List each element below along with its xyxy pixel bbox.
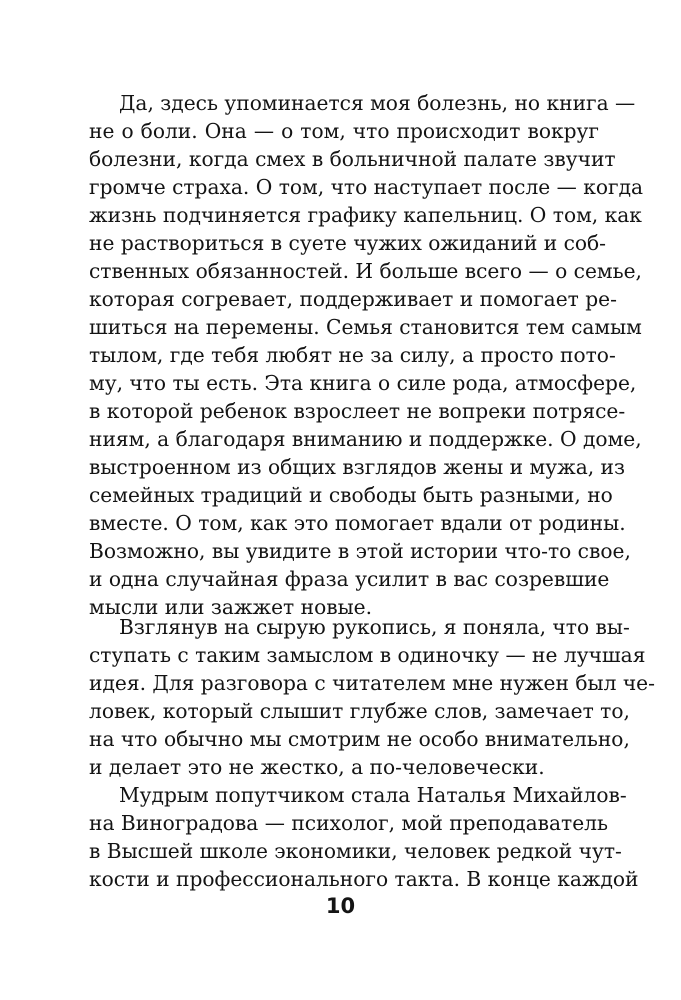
text-line: не о боли. Она — о том, что происходит вокруг: [89, 119, 599, 143]
text-line: Взглянув на сырую рукопись, я поняла, что вы-: [119, 615, 630, 639]
text-line: шиться на перемены. Семья становится тем самым: [89, 315, 642, 339]
text-line: на что обычно мы смотрим не особо внимательно,: [89, 727, 630, 751]
paragraph-2: [89, 613, 655, 893]
text-line: в Высшей школе экономики, человек редкой чут-: [89, 839, 622, 863]
text-line: вместе. О том, как это помогает вдали от родины.: [89, 511, 626, 535]
text-line: ственных обязанностей. И больше всего — о семье,: [89, 259, 642, 283]
text-line: выстроенном из общих взглядов жены и мужа, из: [89, 455, 626, 479]
text-line: которая согревает, поддерживает и помогает ре-: [89, 287, 617, 311]
text-line: идея. Для разговора с читателем мне нужен был че-: [89, 671, 655, 695]
text-line: в которой ребенок взрослеет не вопреки потрясе-: [89, 399, 626, 423]
text-line: ниям, а благодаря вниманию и поддержке. О доме,: [89, 427, 642, 451]
text-line: му, что ты есть. Эта книга о силе рода, атмосфере,: [89, 371, 637, 395]
text-line: на Виноградова — психолог, мой преподаватель: [89, 811, 608, 835]
text-line: болезни, когда смех в больничной палате звучит: [89, 147, 616, 171]
text-line: семейных традиций и свободы быть разными, но: [89, 483, 613, 507]
text-line: мысли или зажжет новые.: [89, 595, 373, 619]
page-number: 10: [325, 894, 356, 918]
text-line: Да, здесь упоминается моя болезнь, но книга —: [119, 91, 636, 115]
text-line: не раствориться в суете чужих ожиданий и соб-: [89, 231, 606, 255]
text-line: тылом, где тебя любят не за силу, а просто пото-: [89, 343, 616, 367]
text-line: и делает это не жестко, а по-человечески.: [89, 755, 545, 779]
text-line: кости и профессионального такта. В конце каждой: [89, 867, 639, 891]
text-line: ловек, который слышит глубже слов, замечает то,: [89, 699, 630, 723]
text-line: жизнь подчиняется графику капельниц. О том, как: [89, 203, 642, 227]
text-line: Возможно, вы увидите в этой истории что-то свое,: [89, 539, 631, 563]
text-line: и одна случайная фраза усилит в вас созревшие: [89, 567, 610, 591]
text-line: громче страха. О том, что наступает после — когда: [89, 175, 644, 199]
text-line: Мудрым попутчиком стала Наталья Михайлов-: [119, 783, 627, 807]
text-line: ступать с таким замыслом в одиночку — не лучшая: [89, 643, 646, 667]
paragraph-1: [89, 89, 644, 621]
